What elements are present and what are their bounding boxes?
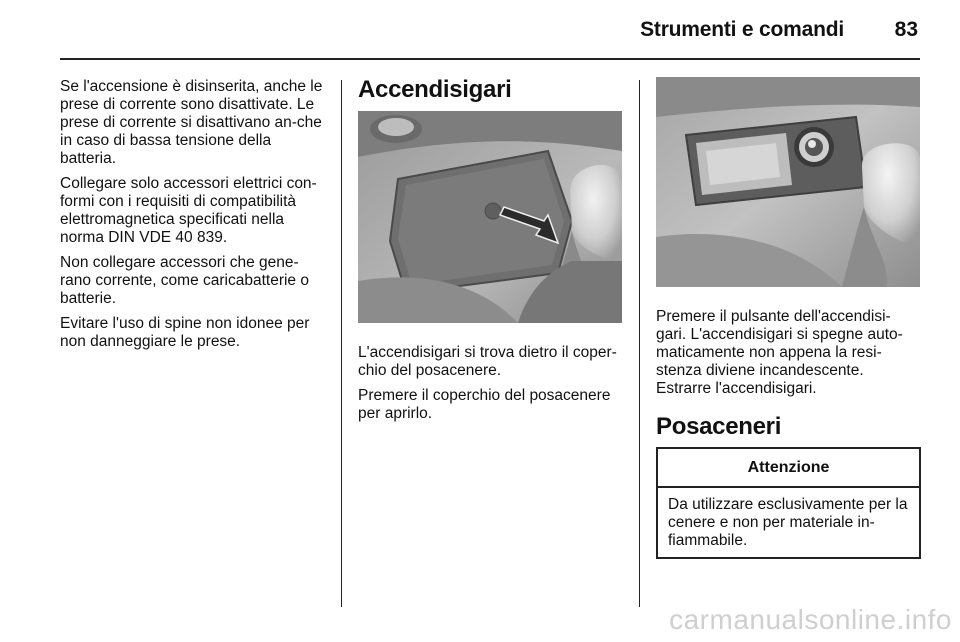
watermark: carmanualsonline.info [669,604,952,635]
paragraph: Evitare l'uso di spine non idonee per non danneggiare le prese. [60,315,310,350]
paragraph: Premere il coperchio del posacenere per aprirlo. [358,387,611,422]
figure-ashtray-cover [358,111,622,323]
page-number: 83 [894,18,918,41]
column-divider-right [639,80,640,607]
section-title-accendisigari: Accendisigari [358,76,512,103]
column-divider-left [341,80,342,607]
warning-heading: Attenzione [658,449,919,488]
paragraph: Collegare solo accessori elettrici con-formi con i requisiti di compatibilità elettromagnetica specificati nella norma DIN VDE 40 839. [60,175,317,246]
column-3-text [656,308,920,398]
paragraph: Se l'accensione è disinserita, anche le prese di corrente sono disattivate. Le prese di corrente si disattivano an-che in caso di bassa tensione della batteria. [60,78,323,167]
paragraph: Premere il pulsante dell'accendisi-gari. L'accendisigari si spegne auto-maticamente non appena la resi-stenza diviene incandescente. [656,308,903,379]
paragraph: Estrarre l'accendisigari. [656,380,817,397]
warning-text: Da utilizzare esclusivamente per la cenere e non per materiale in-fiammabile. [668,496,908,549]
paragraph: L'accendisigari si trova dietro il coper-chio del posacenere. [358,344,617,379]
paragraph: Non collegare accessori che gene-rano corrente, come caricabatterie o batterie. [60,254,309,307]
column-2-text [358,344,624,430]
header-divider [60,58,920,60]
warning-box [656,447,921,559]
figure-cigarette-lighter [656,77,920,287]
running-header-title: Strumenti e comandi [640,18,844,41]
column-1-text [60,78,328,358]
section-title-posaceneri: Posaceneri [656,413,782,440]
